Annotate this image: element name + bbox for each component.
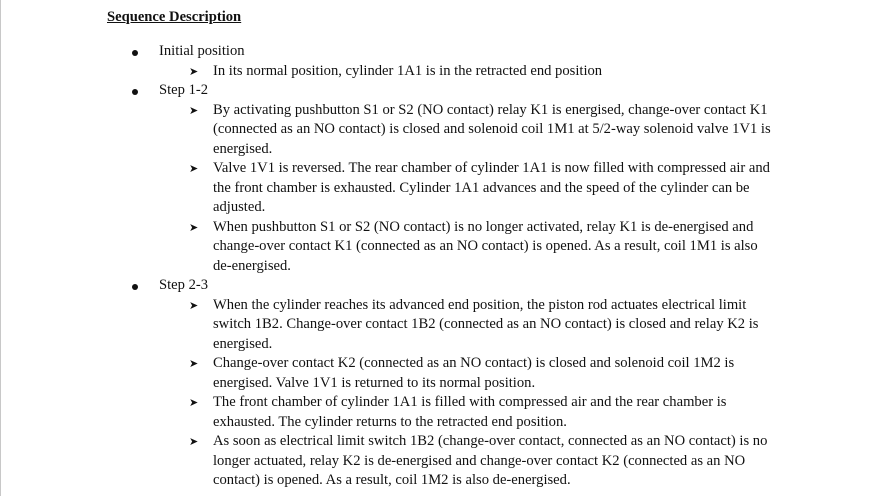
sub-point-text: When the cylinder reaches its advanced end position, the piston rod actuates electrical limit switch 1B2. Change-over contact 1B2 (connected as an NO contact) is closed and relay K2 is energised. xyxy=(213,296,759,352)
sub-point xyxy=(0,159,872,218)
sub-point-text: Valve 1V1 is reversed. The rear chamber of cylinder 1A1 is now filled with compressed air and the front chamber is exhausted. Cylinder 1A1 advances and the speed of the cylinder can be adjusted. xyxy=(213,160,770,215)
sub-point-text: In its normal position, cylinder 1A1 is in the retracted end position xyxy=(213,62,603,79)
arrow-bullet-icon: ➤ xyxy=(189,103,199,117)
arrow-bullet-icon: ➤ xyxy=(189,162,199,175)
bullet-dot-icon xyxy=(132,50,138,56)
section-title: Step 2-3 xyxy=(159,277,209,293)
arrow-bullet-icon: ➤ xyxy=(189,64,199,78)
sub-point xyxy=(0,393,872,432)
sub-point-text: When pushbutton S1 or S2 (NO contact) is no longer activated, relay K1 is de-energised and change-over contact K1 (connected as an NO contact) is opened. As a result, coil 1M1 is also de-energised. xyxy=(213,218,758,274)
bullet-dot-icon xyxy=(132,89,138,95)
sub-point-text: Change-over contact K2 (connected as an NO contact) is closed and solenoid coil 1M2 is energised. Valve 1V1 is returned to its normal position. xyxy=(213,355,735,391)
sub-point-text: By activating pushbutton S1 or S2 (NO contact) relay K1 is energised, change-over contact K1 (connected as an NO contact) is closed and solenoid coil 1M1 at 5/2-way solenoid valve 1V1 is energised. xyxy=(213,101,771,157)
section-heading: Sequence Description xyxy=(107,9,242,25)
sub-point-text: As soon as electrical limit switch 1B2 (change-over contact, connected as an NO contact) is no longer actuated, relay K2 is de-energised and change-over contact K2 (connected as an NO contact) is opened. As a result, coil 1M2 is also de-energised. xyxy=(213,433,768,488)
sub-point xyxy=(0,218,872,277)
sub-point-list xyxy=(0,62,872,82)
list-item-step-2-3 xyxy=(0,276,872,491)
arrow-bullet-icon: ➤ xyxy=(189,298,199,312)
sub-point xyxy=(0,62,872,82)
sub-point-text: The front chamber of cylinder 1A1 is filled with compressed air and the rear chamber is exhausted. The cylinder returns to the retracted end position. xyxy=(213,394,727,430)
sequence-list xyxy=(0,42,872,491)
sub-point xyxy=(0,101,872,160)
arrow-bullet-icon: ➤ xyxy=(189,220,199,234)
list-item-initial-position xyxy=(0,42,872,81)
sub-point xyxy=(0,354,872,393)
section-title: Step 1-2 xyxy=(159,82,209,98)
sub-point xyxy=(0,296,872,355)
sub-point xyxy=(0,432,872,491)
section-title: Initial position xyxy=(159,43,245,59)
sub-point-list xyxy=(0,296,872,491)
arrow-bullet-icon: ➤ xyxy=(189,435,199,448)
arrow-bullet-icon: ➤ xyxy=(189,396,199,409)
list-item-step-1-2 xyxy=(0,81,872,276)
bullet-dot-icon xyxy=(132,284,138,290)
sub-point-list xyxy=(0,101,872,277)
arrow-bullet-icon: ➤ xyxy=(189,357,199,370)
